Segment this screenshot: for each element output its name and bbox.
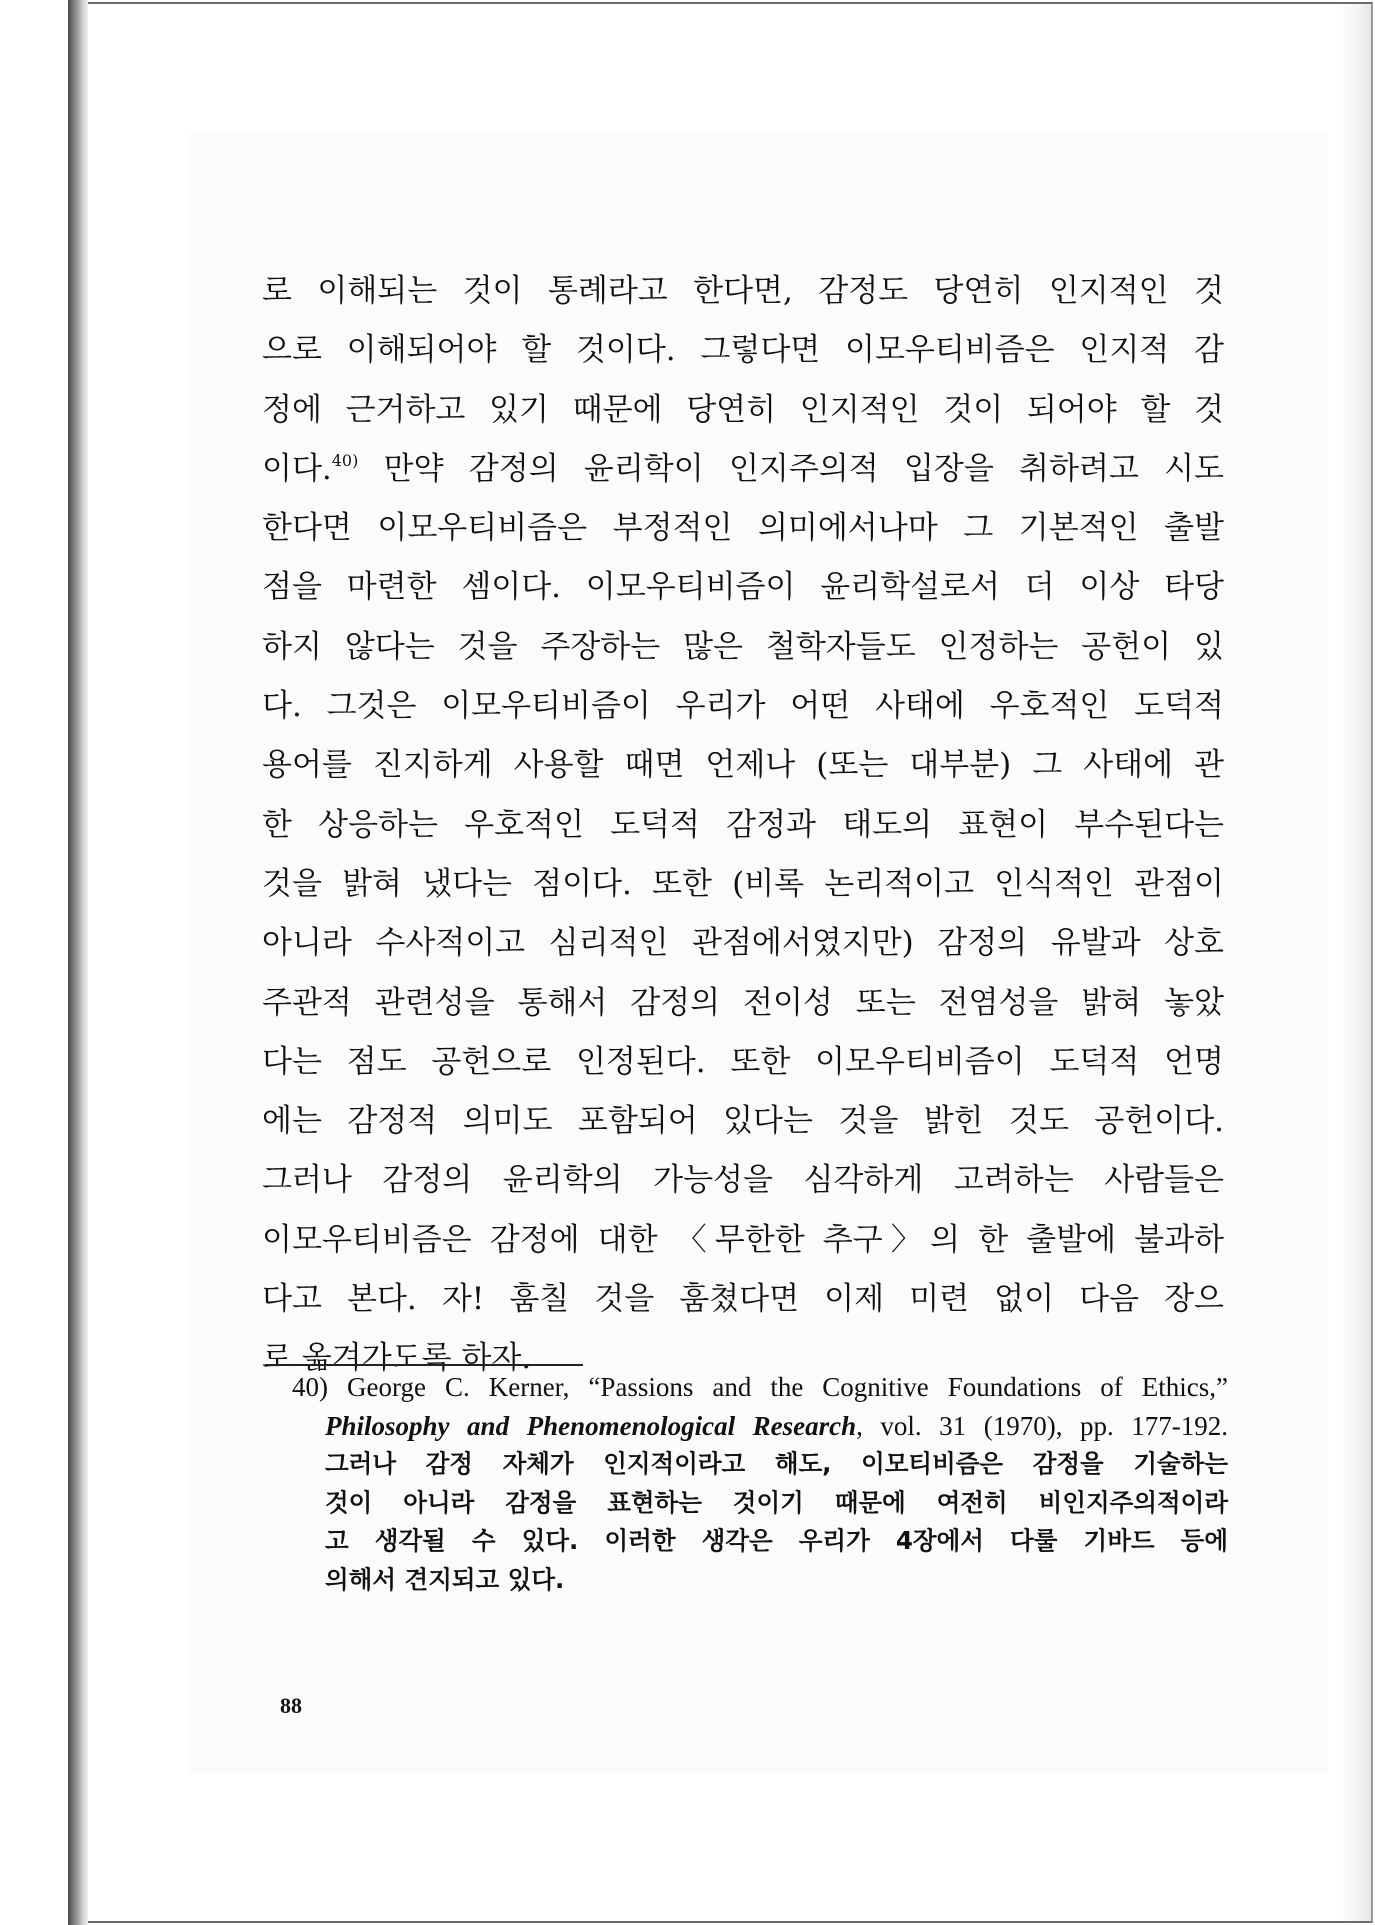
body-line: 으로 이해되어야 할 것이다. 그렇다면 이모우티비즘은 인지적 감 [262,332,1224,369]
body-line: 한다면 이모우티비즘은 부정적인 의미에서나마 그 기본적인 출발 [262,510,1224,547]
body-line: 로 옮겨가도록 하자. [262,1340,532,1377]
footnote-journal-title: Philosophy and Phenomenological Research [325,1410,857,1441]
body-line: 그러나 감정의 윤리학의 가능성을 심각하게 고려하는 사람들은 [262,1162,1224,1199]
body-line: 주관적 관련성을 통해서 감정의 전이성 또는 전염성을 밝혀 놓았 [262,984,1224,1021]
footnote-line: 고 생각될 수 있다. 이러한 생각은 우리가 4장에서 다룰 기바드 등에 [325,1526,1228,1556]
body-line-rest: 만약 감정의 윤리학이 인지주의적 입장을 취하려고 시도 [383,450,1224,487]
page-right-edge [1341,4,1371,1921]
body-line: 다고 본다. 자! 훔칠 것을 훔쳤다면 이제 미련 없이 다음 장으 [262,1281,1224,1318]
body-line: 다는 점도 공헌으로 인정된다. 또한 이모우티비즘이 도덕적 언명 [262,1043,1224,1080]
body-line: 다. 그것은 이모우티비즘이 우리가 어떤 사태에 우호적인 도덕적 [262,688,1224,725]
page-number: 88 [280,1692,302,1718]
footnote-divider [265,1364,583,1366]
footnote-citation-end: , vol. 31 (1970), pp. 177-192. [856,1410,1228,1441]
footnote-citation-start: George C. Kerner, “Passions and the Cognitive Foundations of Ethics,” [347,1372,1228,1402]
body-line: 로 이해되는 것이 통례라고 한다면, 감정도 당연히 인지적인 것 [262,273,1224,309]
footnote-line: 것이 아니라 감정을 표현하는 것이기 때문에 여전히 비인지주의적이라 [325,1487,1228,1517]
body-line: 이모우티비즘은 감정에 대한 〈무한한 추구〉의 한 출발에 불과하 [262,1221,1224,1258]
footnote-line: 그러나 감정 자체가 인지적이라고 해도, 이모티비즘은 감정을 기술하는 [325,1449,1228,1479]
body-line: 한 상응하는 우호적인 도덕적 감정과 태도의 표현이 부수된다는 [262,806,1224,843]
footnote-citation-line [292,1368,1228,1407]
body-line: 점을 마련한 셈이다. 이모우티비즘이 윤리학설로서 더 이상 타당 [262,569,1224,606]
body-text [262,262,1224,1389]
body-line: 에는 감정적 의미도 포함되어 있다는 것을 밝힌 것도 공헌이다. [262,1103,1224,1140]
body-line: 용어를 진지하게 사용할 때면 언제나 (또는 대부분) 그 사태에 관 [262,747,1224,784]
footnote-line: 의해서 견지되고 있다. [325,1564,565,1594]
body-line: 하지 않다는 것을 주장하는 많은 철학자들도 인정하는 공헌이 있 [262,628,1224,665]
body-line: 정에 근거하고 있기 때문에 당연히 인지적인 것이 되어야 할 것 [262,391,1224,428]
page-left-edge [68,0,88,1925]
body-line: 것을 밝혀 냈다는 점이다. 또한 (비록 논리적이고 인식적인 관점이 [262,865,1224,902]
body-line-start: 이다. [262,450,332,487]
footnote [292,1368,1228,1600]
footnote-reference[interactable]: 40) [331,450,359,470]
body-line-with-footnote [262,440,1224,499]
footnote-journal-line [292,1407,1228,1446]
body-line: 아니라 수사적이고 심리적인 관점에서였지만) 감정의 유발과 상호 [262,925,1224,962]
footnote-number: 40) [292,1372,328,1402]
